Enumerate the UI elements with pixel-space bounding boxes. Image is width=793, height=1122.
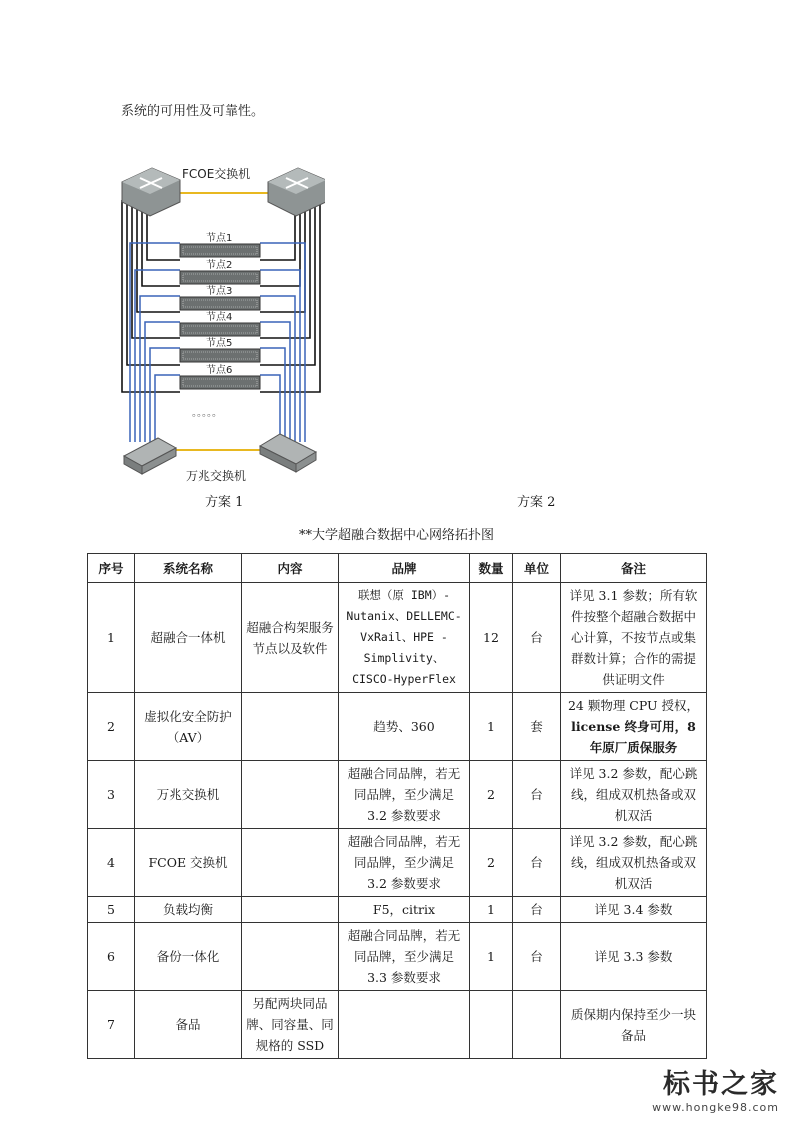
server-node-1 (180, 231, 260, 257)
network-topology-diagram (110, 160, 325, 490)
cell-content: 超融合构架服务节点以及软件 (242, 583, 339, 693)
table-row (88, 583, 707, 693)
cell-note: 质保期内保持至少一块备品 (561, 991, 707, 1059)
cell-note: 详见 3.3 参数 (561, 923, 707, 991)
figure-title: **大学超融合数据中心网络拓扑图 (298, 528, 494, 543)
caption-scheme-1: 方案 1 (205, 495, 244, 510)
cell-name: 备品 (135, 991, 242, 1059)
cell-no: 6 (88, 923, 135, 991)
cell-unit: 台 (513, 829, 561, 897)
cell-no: 4 (88, 829, 135, 897)
cell-unit (513, 991, 561, 1059)
more-nodes-dots: 。。。。。 (192, 408, 222, 419)
site-logo (652, 1062, 779, 1114)
server-node-5 (180, 336, 260, 362)
table-row (88, 693, 707, 761)
cell-content (242, 761, 339, 829)
cell-brand: 超融合同品牌，若无同品牌，至少满足 3.2 参数要求 (339, 761, 470, 829)
cell-content: 另配两块同品牌、同容量、同规格的 SSD (242, 991, 339, 1059)
cell-note: 详见 3.2 参数，配心跳线，组成双机热备或双机双活 (561, 829, 707, 897)
cell-content (242, 923, 339, 991)
cell-qty: 2 (470, 829, 513, 897)
cell-qty: 1 (470, 897, 513, 923)
node-label: 节点2 (206, 260, 233, 271)
cell-no: 7 (88, 991, 135, 1059)
cell-qty (470, 991, 513, 1059)
table-row (88, 991, 707, 1059)
cell-qty: 1 (470, 693, 513, 761)
cell-no: 2 (88, 693, 135, 761)
table-row (88, 761, 707, 829)
header-qty: 数量 (470, 554, 513, 583)
note-license-text: 24 颗物理 CPU 授权， (567, 698, 700, 713)
cell-brand: F5，citrix (339, 897, 470, 923)
intro-text: 系统的可用性及可靠性。 (121, 104, 265, 119)
cell-name: 负载均衡 (135, 897, 242, 923)
cell-brand: 超融合同品牌，若无同品牌，至少满足 3.3 参数要求 (339, 923, 470, 991)
note-license-bold: license 终身可用，8 年原厂质保服务 (571, 719, 696, 755)
fcoe-switch-left (122, 168, 180, 216)
wanzhao-switch-left (124, 438, 176, 474)
node-label: 节点1 (206, 233, 233, 244)
site-logo-name: 标书之家 (663, 1069, 779, 1100)
cell-name: 备份一体化 (135, 923, 242, 991)
table-header-row (88, 554, 707, 583)
cell-unit: 套 (513, 693, 561, 761)
cell-note: 详见 3.1 参数；所有软件按整个超融合数据中心计算，不按节点或集群数计算；合作的需提供证明文件 (561, 583, 707, 693)
table-row (88, 923, 707, 991)
cell-name: 超融合一体机 (135, 583, 242, 693)
wanzhao-switch-right (260, 434, 316, 472)
table-row (88, 829, 707, 897)
cell-unit: 台 (513, 897, 561, 923)
cell-name: FCOE 交换机 (135, 829, 242, 897)
cell-note: 详见 3.2 参数，配心跳线，组成双机热备或双机双活 (561, 761, 707, 829)
fcoe-switch-label: FCOE交换机 (182, 167, 251, 181)
header-unit: 单位 (513, 554, 561, 583)
cell-name: 虚拟化安全防护（AV） (135, 693, 242, 761)
table-row (88, 897, 707, 923)
server-node-3 (180, 284, 260, 310)
cell-name: 万兆交换机 (135, 761, 242, 829)
cell-content (242, 829, 339, 897)
cell-content (242, 897, 339, 923)
node-label: 节点4 (206, 312, 233, 323)
cell-qty: 12 (470, 583, 513, 693)
cell-no: 1 (88, 583, 135, 693)
server-node-2 (180, 258, 260, 284)
cell-unit: 台 (513, 923, 561, 991)
header-brand: 品牌 (339, 554, 470, 583)
server-node-6 (180, 363, 260, 389)
cell-brand: 联想（原 IBM）-Nutanix、DELLEMC-VxRail、HPE -Simplivity、CISCO-HyperFlex (339, 583, 470, 693)
cell-brand: 超融合同品牌，若无同品牌，至少满足 3.2 参数要求 (339, 829, 470, 897)
caption-scheme-2: 方案 2 (517, 495, 556, 510)
wanzhao-switch-label: 万兆交换机 (186, 469, 247, 483)
header-name: 系统名称 (135, 554, 242, 583)
node-label: 节点5 (206, 338, 233, 349)
cell-note (561, 693, 707, 761)
cell-content (242, 693, 339, 761)
cell-unit: 台 (513, 761, 561, 829)
cell-no: 5 (88, 897, 135, 923)
cell-qty: 1 (470, 923, 513, 991)
node-label: 节点3 (206, 286, 233, 297)
fcoe-switch-right (268, 168, 325, 216)
cell-note: 详见 3.4 参数 (561, 897, 707, 923)
node-label: 节点6 (206, 365, 233, 376)
header-note: 备注 (561, 554, 707, 583)
server-node-4 (180, 310, 260, 336)
header-no: 序号 (88, 554, 135, 583)
cell-brand: 趋势、360 (339, 693, 470, 761)
cell-unit: 台 (513, 583, 561, 693)
cell-brand (339, 991, 470, 1059)
cell-no: 3 (88, 761, 135, 829)
cell-qty: 2 (470, 761, 513, 829)
equipment-table (87, 553, 707, 1059)
site-logo-url: www.hongke98.com (652, 1101, 779, 1114)
header-content: 内容 (242, 554, 339, 583)
